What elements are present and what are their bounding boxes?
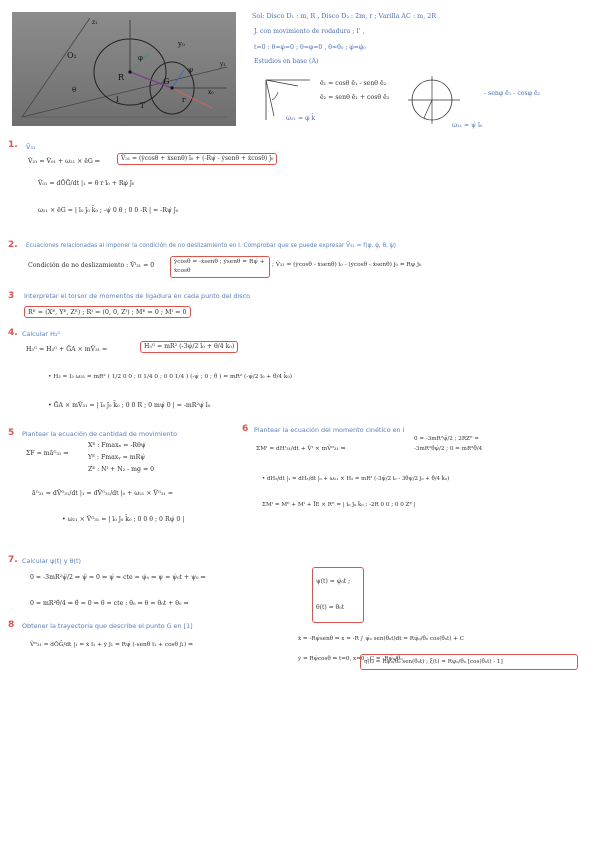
right-diagram-label-1: - senφ ē₁ - cosφ ē₂: [484, 90, 541, 97]
section-1-line-1: Ṽ₃₁ = Ṽ₀₁ + ω₂₁ × ēG ⇒: [28, 158, 100, 165]
section-2-line-1: Condición de no deslizamiento : Ṽᴵ₃₁ = 0: [28, 262, 155, 269]
section-5-z-eq: Zᴱ : Nᴵ + N₂ - mg = 0: [88, 466, 155, 473]
section-5-title: Plantear la ecuación de cantidad de movimiento: [22, 430, 177, 438]
header-line-2: J. con movimiento de rodadura ; I' ,: [254, 28, 365, 35]
section-6-line-1: ΣMᴵ = dHᴵ₃₁/dt + Ṽᴵ × mṼᴳ₃₁ ⇒: [256, 446, 346, 452]
section-4-line-3: • ḠA × mṼ₃₁ = | ī₀ j̄₀ k̄₀ ; 0 0 R ; 0 mψ̇ 0 | = -mR²ψ̇ ī₀: [48, 402, 211, 409]
section-8-title: Obtener la trayectoria que describe el punto G en [1]: [22, 622, 193, 630]
section-4-result: H₃ᴳ = mR² (-3ψ̇/2 ī₀ + θ̇/4 k̄₀): [140, 341, 238, 353]
section-6-result: 0 = -3mR²ψ̈/2 ; 2RZᴱ = -3mR²θ̇ψ̇/2 ; 0 = mR²θ̈/4: [414, 436, 483, 452]
section-1-line-3: ω₂₁ × ēG = | ī₀ j̄₀ k̄₀ ; -ψ̇ 0 θ̇ ; 0 0 -R | = -Rψ̇ j̄₀: [38, 207, 179, 214]
section-3-title: Interpretar el torsor de momentos de ligadura en cada punto del disco: [24, 292, 251, 300]
photo-label-I: I: [116, 96, 119, 104]
section-8-line-3: ẏ = Rψ̇cosθ ⇒ t=0, x=0 ; C = -Rψ̇₀/θ̇₀: [298, 656, 403, 662]
photo-label-y0: y₀: [178, 40, 185, 48]
header-line-4: Estudios en base (A): [254, 58, 319, 65]
header-line-3: t=0 : θ̇=φ̇=0 ; θ=φ=0 , θ̇=θ̇₀ ; φ̇=φ̇₀: [254, 44, 366, 51]
section-1-result: Ṽ₃₁ = (ẏcosθ + ẋsenθ) ī₀ + (-Rψ̇ - ẏsenθ + ẋcosθ) j̄₀: [117, 153, 277, 165]
section-4-title: Calcular H₃ᴳ: [22, 330, 61, 338]
section-7-result: ψ(t) = ψ̇₀t ; θ(t) = θ̇₀t: [312, 567, 364, 623]
section-2-result: ẏcosθ = -ẋsenθ ; ẏsenθ = Rψ̇ + ẋcosθ: [170, 256, 270, 278]
section-3-result: Rᴱ = (Xᴱ, Yᴱ, Zᴱ) ; Rᴵ = (0, 0, Zᴵ) ; Mᴱ = 0 ; Mᴵ = 0: [24, 306, 191, 318]
section-5-y-eq: Yᴱ : Fmaxᵧ = mRψ̇: [88, 454, 146, 461]
section-5-number: 5: [8, 428, 15, 438]
section-8-number: 8: [8, 620, 15, 630]
section-1-title: Ṽ₃₁: [26, 143, 36, 151]
mechanism-diagram: [12, 12, 236, 126]
section-7-line-1: 0 = -3mR²ψ̈/2 ⇒ ψ̈ = 0 ⇒ ψ̇ = cte = ψ̇₀ ⇒ ψ = ψ̇₀t + ψ₀ ⇒: [30, 574, 206, 581]
section-4-number: 4.: [8, 328, 18, 338]
section-4-line-2: • H₃ = I₃ ω₃₁ = mR² ( 1/2 0 0 ; 0 1/4 0 ; 0 0 1/4 ) (-ψ̇ ; 0 ; θ̇ ) = mR² (-ψ̇/2 ī₀ + θ̇/4 k̄₀): [48, 374, 293, 380]
rotation-eq-1: ë₁ = cosθ ē₁ - senθ ē₂: [320, 80, 387, 87]
section-1-line-2: Ṽ₀₁ = dŌḠ/dt |₁ = θ̇ r ī₀ + Rφ̇ j̄₀: [38, 180, 135, 187]
section-2-title: Ecuaciones relacionadas al imponer la condición de no deslizamiento en I. Comprobar que se puede expresar Ṽ₃₁ = f(ψ, φ̇, θ, ψ̇): [26, 243, 396, 249]
section-1-number: 1.: [8, 140, 18, 150]
section-7-line-2: 0 = mR²θ̈/4 ⇒ θ̈ = 0 ⇒ θ̇ = cte : θ̇₀ ⇒ θ = θ̇₀t + θ₀ ⇒: [30, 600, 189, 607]
section-2-line-2: ; Ṽ₃₁ = (ẏcosθ - ẋsenθ) ī₀ - (ẏcosθ - ẋsenθ) j̄₀ = Rψ̇ j̄₀: [272, 262, 422, 268]
section-5-x-eq: Xᴱ : Fmaxₓ = -Rθψ̇: [88, 442, 146, 449]
section-6-line-2: • dH₃/dt |₁ = dH₃/dt |₀ + ω₂₁ × H₃ = mR² (-3ψ̈/2 ī₀ - 3θ̇ψ̇/2 j̄₀ + θ̈/4 k̄₀): [262, 476, 450, 482]
section-4-line-1: H₃ᴳ = H₃ᴳ + ḠA × mṼ₃₁ =: [26, 346, 108, 353]
photo-label-y1: y₁: [220, 61, 226, 68]
omega-label: ω₂₁ = φ̇ k̄: [286, 115, 316, 122]
section-7-number: 7.: [8, 555, 18, 565]
section-6-title: Plantear la ecuación del momento cinético en I: [254, 426, 405, 434]
section-7-title: Calcular ψ(t) y θ(t): [22, 557, 82, 565]
section-5-line-6: • ω₂₁ × Ṽᴳ₃₁ = | ī₀ j̄₀ k̄₀ ; 0 0 θ̇ ; 0 Rψ̇ 0 |: [62, 516, 185, 523]
section-8-line-2: ẋ = -Rψ̇senθ ⇒ x = -R ∫ ψ̇₀ sen(θ̇₀t)dt = Rψ̇₀/θ̇₀ cos(θ̇₀t) + C: [298, 636, 464, 642]
section-6-line-3: ΣMᴵ = Mᴱ + Mᴵ + ĪE × Rᴱ = | ī₀ j̄₀ k̄₀ ; -2R 0 0 ; 0 0 Zᴱ |: [262, 502, 416, 508]
photo-label-psi: ψ: [188, 66, 194, 74]
problem-figure-photo: [12, 12, 236, 126]
photo-label-G: G: [163, 77, 170, 86]
section-3-number: 3: [8, 291, 15, 301]
section-6-number: 6: [242, 424, 249, 434]
header-line-1: Sol: Disco D₁ : m, R , Disco D₂ : 2m, r ; Varilla AC : m, 2R: [252, 12, 437, 20]
right-diagram-label-2: ω₃₁ = ψ̇ ī₀: [452, 122, 483, 129]
photo-label-R: R: [118, 73, 125, 82]
section-8-line-1: Ṽᴳ₃₁ = dŌḠ/dt |₁ = ẋ ī₁ + ẏ j̄₁ = Rψ̇ (-senθ ī₁ + cosθ j̄₁) ⇒: [30, 642, 193, 648]
section-5-line-1: ΣF = mãᴳ₃₁ ⇒: [26, 450, 69, 457]
photo-label-x0: x₀: [208, 89, 214, 96]
photo-label-O1: O₁: [67, 51, 77, 60]
section-2-number: 2.: [8, 240, 18, 250]
photo-label-T: T: [140, 102, 145, 110]
photo-label-theta: θ: [72, 86, 77, 94]
photo-label-z1: z₁: [92, 19, 98, 26]
section-8-result: η(t) = Rψ̇₀/θ̇₀ sen(θ̇₀t) ; ξ(t) = Rψ̇₀/θ̇₀ [cos(θ̇₀t) - 1]: [360, 654, 578, 670]
photo-label-r: r: [182, 96, 186, 104]
rotation-eq-2: ë₂ = senθ ē₁ + cosθ ē₂: [320, 94, 390, 101]
photo-label-phi: φ: [138, 54, 143, 62]
section-5-line-5: ãᴳ₃₁ = dṼᴳ₃₁/dt |₁ = dṼᴳ₃₁/dt |₀ + ω₂₁ × Ṽᴳ₃₁ =: [32, 490, 174, 497]
